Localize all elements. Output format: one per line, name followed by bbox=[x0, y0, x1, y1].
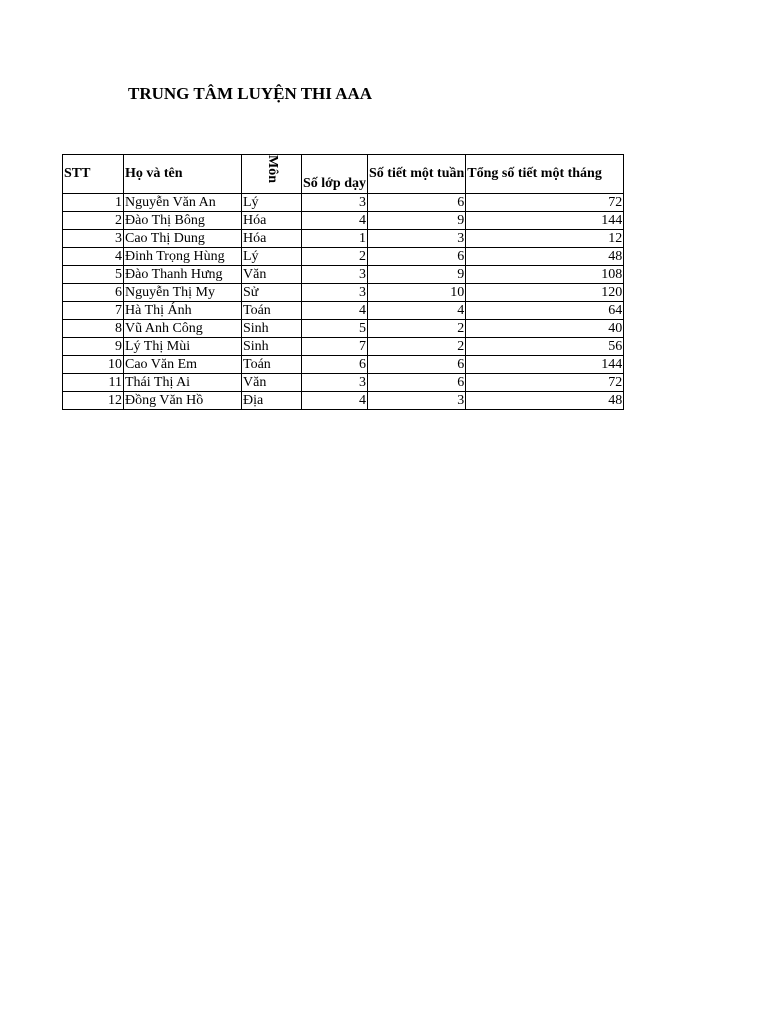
cell-classes: 3 bbox=[302, 266, 368, 284]
cell-periods-week: 10 bbox=[368, 284, 466, 302]
table-row bbox=[63, 194, 624, 212]
table-row bbox=[63, 338, 624, 356]
cell-periods-month: 64 bbox=[466, 302, 624, 320]
table-row bbox=[63, 248, 624, 266]
cell-subject: Văn bbox=[242, 374, 302, 392]
cell-periods-month: 56 bbox=[466, 338, 624, 356]
cell-stt: 12 bbox=[63, 392, 124, 410]
page-title: TRUNG TÂM LUYỆN THI AAA bbox=[128, 84, 373, 103]
cell-name: Hà Thị Ánh bbox=[124, 302, 242, 320]
cell-periods-week: 6 bbox=[368, 356, 466, 374]
cell-name: Đinh Trọng Hùng bbox=[124, 248, 242, 266]
cell-stt: 10 bbox=[63, 356, 124, 374]
cell-subject: Văn bbox=[242, 266, 302, 284]
cell-name: Nguyễn Thị My bbox=[124, 284, 242, 302]
teacher-table bbox=[62, 154, 624, 410]
cell-periods-week: 9 bbox=[368, 266, 466, 284]
cell-subject: Lý bbox=[242, 194, 302, 212]
cell-stt: 3 bbox=[63, 230, 124, 248]
cell-stt: 11 bbox=[63, 374, 124, 392]
cell-stt: 6 bbox=[63, 284, 124, 302]
cell-periods-month: 12 bbox=[466, 230, 624, 248]
cell-periods-month: 40 bbox=[466, 320, 624, 338]
cell-subject: Sinh bbox=[242, 338, 302, 356]
cell-stt: 7 bbox=[63, 302, 124, 320]
cell-periods-month: 120 bbox=[466, 284, 624, 302]
cell-stt: 1 bbox=[63, 194, 124, 212]
cell-subject: Hóa bbox=[242, 230, 302, 248]
table-row bbox=[63, 320, 624, 338]
cell-periods-month: 48 bbox=[466, 248, 624, 266]
cell-name: Thái Thị Ai bbox=[124, 374, 242, 392]
cell-subject: Địa bbox=[242, 392, 302, 410]
cell-stt: 2 bbox=[63, 212, 124, 230]
cell-classes: 3 bbox=[302, 284, 368, 302]
cell-name: Đào Thanh Hưng bbox=[124, 266, 242, 284]
cell-classes: 2 bbox=[302, 248, 368, 266]
cell-periods-week: 2 bbox=[368, 320, 466, 338]
cell-periods-week: 4 bbox=[368, 302, 466, 320]
cell-classes: 4 bbox=[302, 302, 368, 320]
cell-periods-week: 6 bbox=[368, 248, 466, 266]
cell-classes: 3 bbox=[302, 194, 368, 212]
table-row bbox=[63, 356, 624, 374]
cell-name: Cao Văn Em bbox=[124, 356, 242, 374]
cell-name: Cao Thị Dung bbox=[124, 230, 242, 248]
cell-name: Vũ Anh Công bbox=[124, 320, 242, 338]
cell-periods-month: 72 bbox=[466, 374, 624, 392]
cell-classes: 4 bbox=[302, 392, 368, 410]
cell-stt: 4 bbox=[63, 248, 124, 266]
table-row bbox=[63, 392, 624, 410]
table-row bbox=[63, 374, 624, 392]
cell-stt: 8 bbox=[63, 320, 124, 338]
header-classes: Số lớp dạy bbox=[302, 155, 368, 194]
cell-stt: 5 bbox=[63, 266, 124, 284]
cell-subject: Sinh bbox=[242, 320, 302, 338]
cell-name: Lý Thị Mùi bbox=[124, 338, 242, 356]
header-subject bbox=[242, 155, 302, 194]
cell-classes: 5 bbox=[302, 320, 368, 338]
cell-stt: 9 bbox=[63, 338, 124, 356]
table-row bbox=[63, 212, 624, 230]
cell-periods-month: 48 bbox=[466, 392, 624, 410]
cell-classes: 7 bbox=[302, 338, 368, 356]
cell-classes: 1 bbox=[302, 230, 368, 248]
cell-name: Đào Thị Bông bbox=[124, 212, 242, 230]
header-name: Họ và tên bbox=[124, 155, 242, 194]
cell-subject: Sử bbox=[242, 284, 302, 302]
cell-periods-week: 2 bbox=[368, 338, 466, 356]
table-row bbox=[63, 302, 624, 320]
cell-periods-week: 6 bbox=[368, 194, 466, 212]
header-subject-label: Môn bbox=[264, 155, 280, 183]
cell-name: Nguyễn Văn An bbox=[124, 194, 242, 212]
cell-periods-month: 144 bbox=[466, 212, 624, 230]
cell-classes: 4 bbox=[302, 212, 368, 230]
cell-classes: 6 bbox=[302, 356, 368, 374]
cell-periods-month: 108 bbox=[466, 266, 624, 284]
cell-name: Đồng Văn Hồ bbox=[124, 392, 242, 410]
cell-classes: 3 bbox=[302, 374, 368, 392]
cell-periods-week: 9 bbox=[368, 212, 466, 230]
cell-periods-week: 6 bbox=[368, 374, 466, 392]
cell-subject: Toán bbox=[242, 356, 302, 374]
header-stt: STT bbox=[63, 155, 124, 194]
cell-periods-week: 3 bbox=[368, 392, 466, 410]
cell-periods-month: 144 bbox=[466, 356, 624, 374]
table-row bbox=[63, 230, 624, 248]
header-periods-week: Số tiết một tuần bbox=[368, 155, 466, 194]
cell-periods-week: 3 bbox=[368, 230, 466, 248]
cell-subject: Toán bbox=[242, 302, 302, 320]
table-row bbox=[63, 266, 624, 284]
header-row bbox=[63, 155, 624, 194]
header-periods-month: Tổng số tiết một tháng bbox=[466, 155, 624, 194]
cell-subject: Hóa bbox=[242, 212, 302, 230]
cell-periods-month: 72 bbox=[466, 194, 624, 212]
cell-subject: Lý bbox=[242, 248, 302, 266]
table-row bbox=[63, 284, 624, 302]
